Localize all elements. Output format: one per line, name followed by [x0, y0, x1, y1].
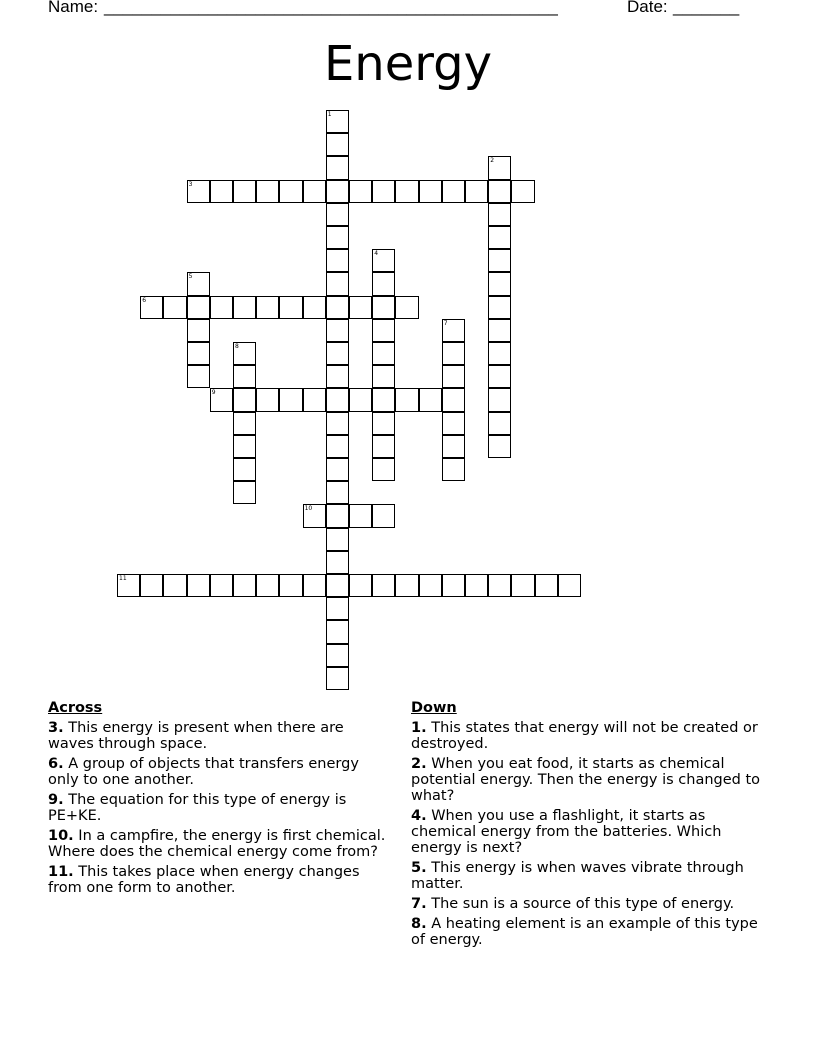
crossword-cell[interactable] [326, 365, 349, 388]
crossword-cell[interactable] [488, 574, 511, 597]
crossword-cell[interactable] [511, 574, 534, 597]
down-clue [411, 916, 771, 948]
crossword-cell[interactable] [326, 458, 349, 481]
crossword-cell[interactable] [326, 180, 349, 203]
crossword-cell[interactable] [140, 574, 163, 597]
crossword-cell[interactable] [326, 644, 349, 667]
crossword-cell[interactable] [488, 203, 511, 226]
crossword-cell[interactable] [442, 435, 465, 458]
crossword-cell[interactable] [256, 180, 279, 203]
crossword-cell[interactable] [558, 574, 581, 597]
crossword-cell[interactable] [395, 296, 418, 319]
down-clues [411, 700, 771, 952]
crossword-cell[interactable] [326, 319, 349, 342]
clue-text: A group of objects that transfers energy only to one another. [48, 756, 359, 788]
crossword-cell[interactable] [256, 296, 279, 319]
crossword-cell[interactable] [187, 574, 210, 597]
crossword-cell[interactable] [419, 574, 442, 597]
crossword-cell[interactable] [233, 574, 256, 597]
crossword-cell[interactable] [187, 342, 210, 365]
crossword-cell[interactable] [187, 319, 210, 342]
crossword-cell[interactable] [442, 388, 465, 411]
clue-number: 2. [411, 756, 427, 772]
crossword-cell[interactable] [326, 620, 349, 643]
crossword-cell[interactable] [326, 249, 349, 272]
crossword-cell[interactable] [442, 319, 465, 342]
crossword-cell[interactable] [349, 574, 372, 597]
clue-text: This states that energy will not be created or destroyed. [411, 720, 758, 752]
crossword-cell[interactable] [442, 342, 465, 365]
crossword-cell[interactable] [163, 296, 186, 319]
down-clue-list [411, 720, 771, 948]
crossword-cell[interactable] [372, 319, 395, 342]
crossword-cell[interactable] [372, 574, 395, 597]
name-label: Name: [48, 0, 99, 16]
crossword-cell[interactable] [488, 156, 511, 179]
clue-text: A heating element is an example of this type of energy. [411, 916, 758, 948]
crossword-cell[interactable] [488, 388, 511, 411]
across-clue [48, 864, 388, 896]
crossword-cell[interactable] [326, 481, 349, 504]
crossword-cell[interactable] [488, 342, 511, 365]
crossword-cell[interactable] [233, 388, 256, 411]
crossword-cell[interactable] [233, 412, 256, 435]
crossword-cell[interactable] [372, 458, 395, 481]
crossword-cell[interactable] [442, 574, 465, 597]
clue-number-label: 4 [374, 250, 379, 258]
clue-text: This energy is when waves vibrate through matter. [411, 860, 744, 892]
crossword-cell[interactable] [488, 249, 511, 272]
crossword-cell[interactable] [279, 180, 302, 203]
crossword-cell[interactable] [303, 180, 326, 203]
date-label: Date: [627, 0, 668, 16]
crossword-cell[interactable] [256, 388, 279, 411]
clue-number: 3. [48, 720, 64, 736]
crossword-cell[interactable] [326, 667, 349, 690]
clue-text: The equation for this type of energy is PE+KE. [48, 792, 347, 824]
crossword-cell[interactable] [488, 365, 511, 388]
crossword-cell[interactable] [326, 551, 349, 574]
across-clues [48, 700, 388, 900]
crossword-cell[interactable] [372, 365, 395, 388]
across-clue [48, 720, 388, 752]
crossword-cell[interactable] [488, 272, 511, 295]
crossword-cell[interactable] [163, 574, 186, 597]
crossword-cell[interactable] [279, 574, 302, 597]
crossword-cell[interactable] [326, 342, 349, 365]
crossword-cell[interactable] [442, 180, 465, 203]
crossword-cell[interactable] [326, 504, 349, 527]
crossword-cell[interactable] [210, 180, 233, 203]
clue-number-label: 1 [327, 111, 332, 118]
clue-number: 5. [411, 860, 427, 876]
crossword-cell[interactable] [372, 249, 395, 272]
crossword-cell[interactable] [326, 110, 349, 133]
crossword-cell[interactable] [233, 365, 256, 388]
crossword-cell[interactable] [372, 296, 395, 319]
clue-number: 7. [411, 896, 427, 912]
clue-number-label: 8 [235, 343, 239, 350]
crossword-cell[interactable] [349, 180, 372, 203]
across-clue [48, 792, 388, 824]
crossword-cell[interactable] [372, 412, 395, 435]
date-field[interactable]: _______ [673, 0, 740, 16]
crossword-cell[interactable] [256, 574, 279, 597]
crossword-cell[interactable] [140, 296, 163, 319]
crossword-cell[interactable] [303, 296, 326, 319]
crossword-cell[interactable] [488, 226, 511, 249]
down-heading: Down [411, 700, 457, 716]
crossword-cell[interactable] [233, 435, 256, 458]
crossword-cell[interactable] [326, 133, 349, 156]
clue-number: 9. [48, 792, 64, 808]
crossword-cell[interactable] [488, 435, 511, 458]
down-clue [411, 756, 771, 804]
crossword-cell[interactable] [326, 528, 349, 551]
crossword-cell[interactable] [372, 342, 395, 365]
across-clue [48, 756, 388, 788]
clue-text: This energy is present when there are waves through space. [48, 720, 344, 752]
crossword-cell[interactable] [303, 388, 326, 411]
crossword-cell[interactable] [488, 180, 511, 203]
clue-text: This takes place when energy changes from one form to another. [48, 864, 360, 896]
across-heading: Across [48, 700, 103, 716]
crossword-cell[interactable] [488, 296, 511, 319]
clue-number-label: 5 [188, 273, 193, 281]
crossword-cell[interactable] [419, 180, 442, 203]
crossword-cell[interactable] [442, 365, 465, 388]
crossword-cell[interactable] [210, 388, 233, 411]
crossword-cell[interactable] [233, 458, 256, 481]
crossword-cell[interactable] [511, 180, 534, 203]
crossword-cell[interactable] [279, 296, 302, 319]
down-clue [411, 860, 771, 892]
clue-number-label: 10 [304, 505, 313, 513]
down-clue [411, 896, 771, 912]
crossword-cell[interactable] [210, 574, 233, 597]
crossword-cell[interactable] [372, 435, 395, 458]
crossword-cell[interactable] [488, 319, 511, 342]
crossword-cell[interactable] [326, 412, 349, 435]
clue-text: When you eat food, it starts as chemical potential energy. Then the energy is changed to what? [411, 756, 761, 804]
crossword-cell[interactable] [117, 574, 140, 597]
clue-number-label: 3 [188, 180, 193, 188]
crossword-cell[interactable] [349, 504, 372, 527]
clue-number-label: 11 [119, 575, 127, 582]
clue-number: 11. [48, 864, 74, 880]
crossword-cell[interactable] [465, 180, 488, 203]
clue-number: 4. [411, 808, 427, 824]
clue-text: In a campfire, the energy is first chemical. Where does the chemical energy come from? [48, 828, 386, 860]
crossword-cell[interactable] [187, 296, 210, 319]
crossword-cell[interactable] [233, 342, 256, 365]
crossword-cell[interactable] [535, 574, 558, 597]
crossword-cell[interactable] [326, 226, 349, 249]
clue-number-label: 6 [142, 296, 147, 304]
crossword-cell[interactable] [395, 574, 418, 597]
crossword-cell[interactable] [372, 504, 395, 527]
clue-number: 8. [411, 916, 427, 932]
crossword-cell[interactable] [326, 388, 349, 411]
clue-number-label: 7 [443, 319, 448, 327]
crossword-cell[interactable] [233, 481, 256, 504]
clue-number: 1. [411, 720, 427, 736]
crossword-cell[interactable] [187, 365, 210, 388]
crossword-cell[interactable] [326, 574, 349, 597]
crossword-cell[interactable] [395, 388, 418, 411]
crossword-cell[interactable] [326, 597, 349, 620]
crossword-cell[interactable] [372, 272, 395, 295]
down-clue [411, 808, 771, 856]
name-field[interactable]: ________________________________________________ [104, 0, 558, 16]
down-clue [411, 720, 771, 752]
crossword-cell[interactable] [187, 272, 210, 295]
clue-number: 10. [48, 828, 74, 844]
crossword-cell[interactable] [233, 296, 256, 319]
clue-text: When you use a flashlight, it starts as chemical energy from the batteries. Which energy is next? [411, 808, 722, 856]
page-title: Energy [323, 36, 493, 92]
crossword-cell[interactable] [326, 272, 349, 295]
crossword-cell[interactable] [303, 574, 326, 597]
crossword-cell[interactable] [210, 296, 233, 319]
crossword-cell[interactable] [442, 458, 465, 481]
crossword-cell[interactable] [349, 296, 372, 319]
crossword-cell[interactable] [465, 574, 488, 597]
crossword-cell[interactable] [326, 296, 349, 319]
crossword-cell[interactable] [442, 412, 465, 435]
crossword-cell[interactable] [279, 388, 302, 411]
crossword-cell[interactable] [233, 180, 256, 203]
clue-number-label: 9 [211, 389, 216, 397]
crossword-cell[interactable] [395, 180, 418, 203]
across-clue [48, 828, 388, 860]
crossword-cell[interactable] [419, 388, 442, 411]
crossword-cell[interactable] [187, 180, 210, 203]
crossword-cell[interactable] [372, 180, 395, 203]
crossword-cell[interactable] [349, 388, 372, 411]
crossword-cell[interactable] [488, 412, 511, 435]
clue-number: 6. [48, 756, 64, 772]
crossword-cell[interactable] [303, 504, 326, 527]
clue-text: The sun is a source of this type of energy. [431, 896, 735, 912]
crossword-cell[interactable] [326, 435, 349, 458]
clue-number-label: 2 [490, 157, 495, 165]
across-clue-list [48, 720, 388, 896]
crossword-cell[interactable] [326, 203, 349, 226]
crossword-cell[interactable] [372, 388, 395, 411]
crossword-cell[interactable] [326, 156, 349, 179]
